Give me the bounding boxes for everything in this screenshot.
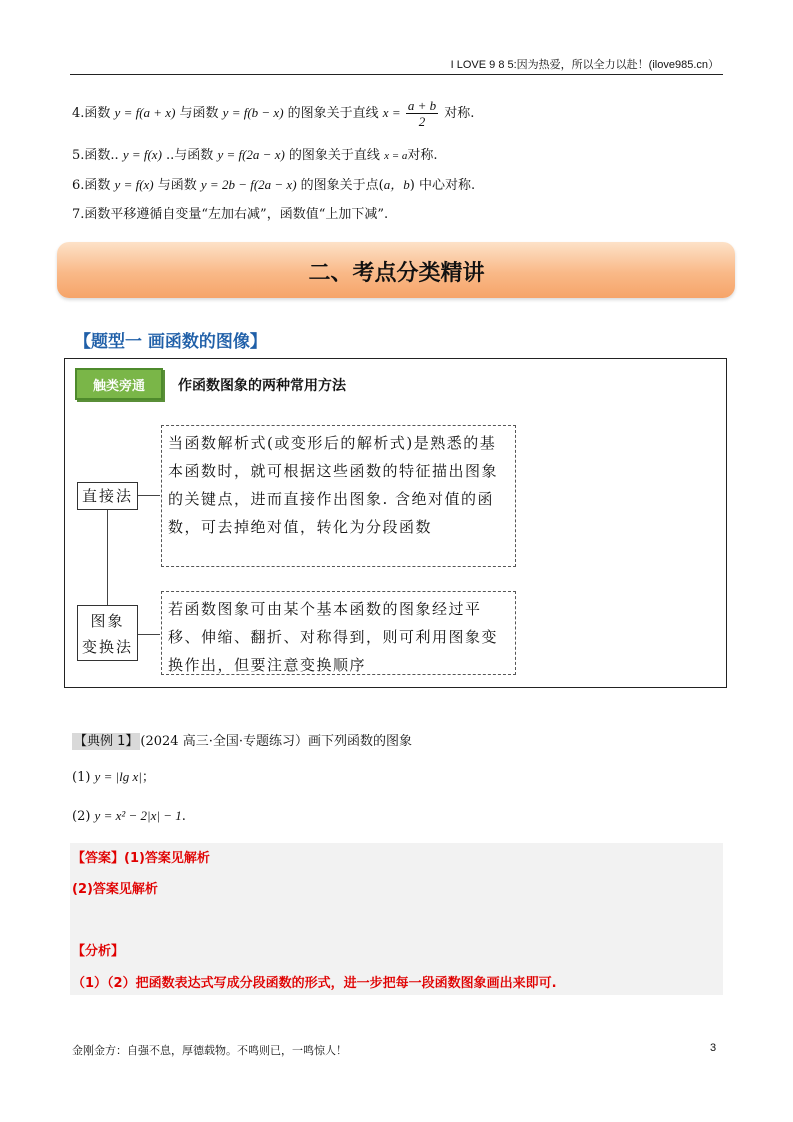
fraction xyxy=(406,98,438,129)
item-end: ； xyxy=(141,770,155,785)
method1-label: 直接法 xyxy=(77,482,138,510)
formula: a，b xyxy=(383,177,410,192)
property-text: 的图象关于直线 xyxy=(283,106,383,121)
answer-line-1: 【答案】(1)答案见解析 xyxy=(72,851,210,866)
property-text: ..与函数 xyxy=(161,148,218,163)
header-rule xyxy=(70,74,723,75)
answer-line-2: (2)答案见解析 xyxy=(72,882,158,897)
property-4 xyxy=(72,98,474,129)
page-header: I LOVE 9 8 5:因为热爱，所以全力以赴！(ilove985.cn） xyxy=(450,59,719,71)
concept-tag: 触类旁通 xyxy=(75,368,163,400)
method-connector-vertical xyxy=(107,510,108,605)
example-header xyxy=(72,730,412,749)
formula: y = |lg x| xyxy=(94,769,142,784)
example-source: (2024 高三·全国·专题练习）画下列函数的图象 xyxy=(140,734,412,749)
property-5 xyxy=(72,144,438,163)
method2-connector xyxy=(138,634,160,635)
property-text: 函数.. xyxy=(84,148,123,163)
method2-label-line1: 图象 xyxy=(90,612,125,630)
page-number: 3 xyxy=(710,1042,717,1054)
property-6 xyxy=(72,174,475,193)
formula: y = f(x) xyxy=(122,147,162,162)
concept-description: 作函数图象的两种常用方法 xyxy=(178,378,346,394)
formula: y = x² − 2|x| − 1 xyxy=(94,808,182,823)
formula: y = 2b − f(2a − x) xyxy=(200,177,297,192)
example-item-2 xyxy=(72,808,186,824)
method2-label-line2: 变换法 xyxy=(81,638,133,656)
property-text: 函数 xyxy=(84,106,115,121)
method1-description: 当函数解析式(或变形后的解析式)是熟悉的基本函数时，就可根据这些函数的特征描出图象的关键点，进而直接作出图象. 含绝对值的函数，可去掉绝对值，转化为分段函数 xyxy=(161,425,516,567)
method2-description: 若函数图象可由某个基本函数的图象经过平移、伸缩、翻折、对称得到，则可利用图象变换作出，但要注意变换顺序 xyxy=(161,591,516,675)
formula: x = a xyxy=(384,150,408,162)
property-text: ) 中心对称. xyxy=(409,178,476,193)
property-text: 函数平移遵循自变量“左加右减”，函数值“上加下减”. xyxy=(84,207,389,222)
item-label: (1) xyxy=(72,770,95,785)
property-index: 7. xyxy=(72,207,85,222)
example-item-1 xyxy=(72,766,155,785)
property-text: 与函数 xyxy=(175,106,223,121)
property-text: 函数 xyxy=(84,178,115,193)
method1-connector xyxy=(138,495,160,496)
property-7 xyxy=(72,203,388,222)
formula: y = f(x) xyxy=(114,177,154,192)
property-index: 5. xyxy=(72,148,85,163)
formula: y = f(b − x) xyxy=(222,105,284,120)
property-text: 与函数 xyxy=(153,178,201,193)
example-tag: 【典例 1】 xyxy=(74,734,139,749)
property-index: 4. xyxy=(72,106,85,121)
formula: y = f(a + x) xyxy=(114,105,176,120)
section-heading: 【题型一 画函数的图像】 xyxy=(74,332,267,352)
property-text: 对称. xyxy=(407,148,438,163)
fraction-numerator: a + b xyxy=(407,98,437,113)
analysis-text: （1）（2）把函数表达式写成分段函数的形式，进一步把每一段函数图象画出来即可. xyxy=(72,976,557,991)
property-text: 对称. xyxy=(440,106,475,121)
property-text: 的图象关于直线 xyxy=(284,148,385,163)
fraction-denominator: 2 xyxy=(418,114,426,129)
formula: y = f(2a − x) xyxy=(217,147,285,162)
item-label: (2) xyxy=(72,809,95,824)
property-index: 6. xyxy=(72,178,85,193)
method2-label xyxy=(77,605,138,661)
analysis-title: 【分析】 xyxy=(72,944,125,959)
item-end: . xyxy=(181,809,186,824)
footer-motto: 金刚金方：自强不息，厚德载物。不鸣则已，一鸣惊人！ xyxy=(72,1044,347,1057)
formula: x = xyxy=(382,105,404,120)
property-text: 的图象关于点( xyxy=(296,178,384,193)
banner-title: 二、考点分类精讲 xyxy=(308,261,485,286)
